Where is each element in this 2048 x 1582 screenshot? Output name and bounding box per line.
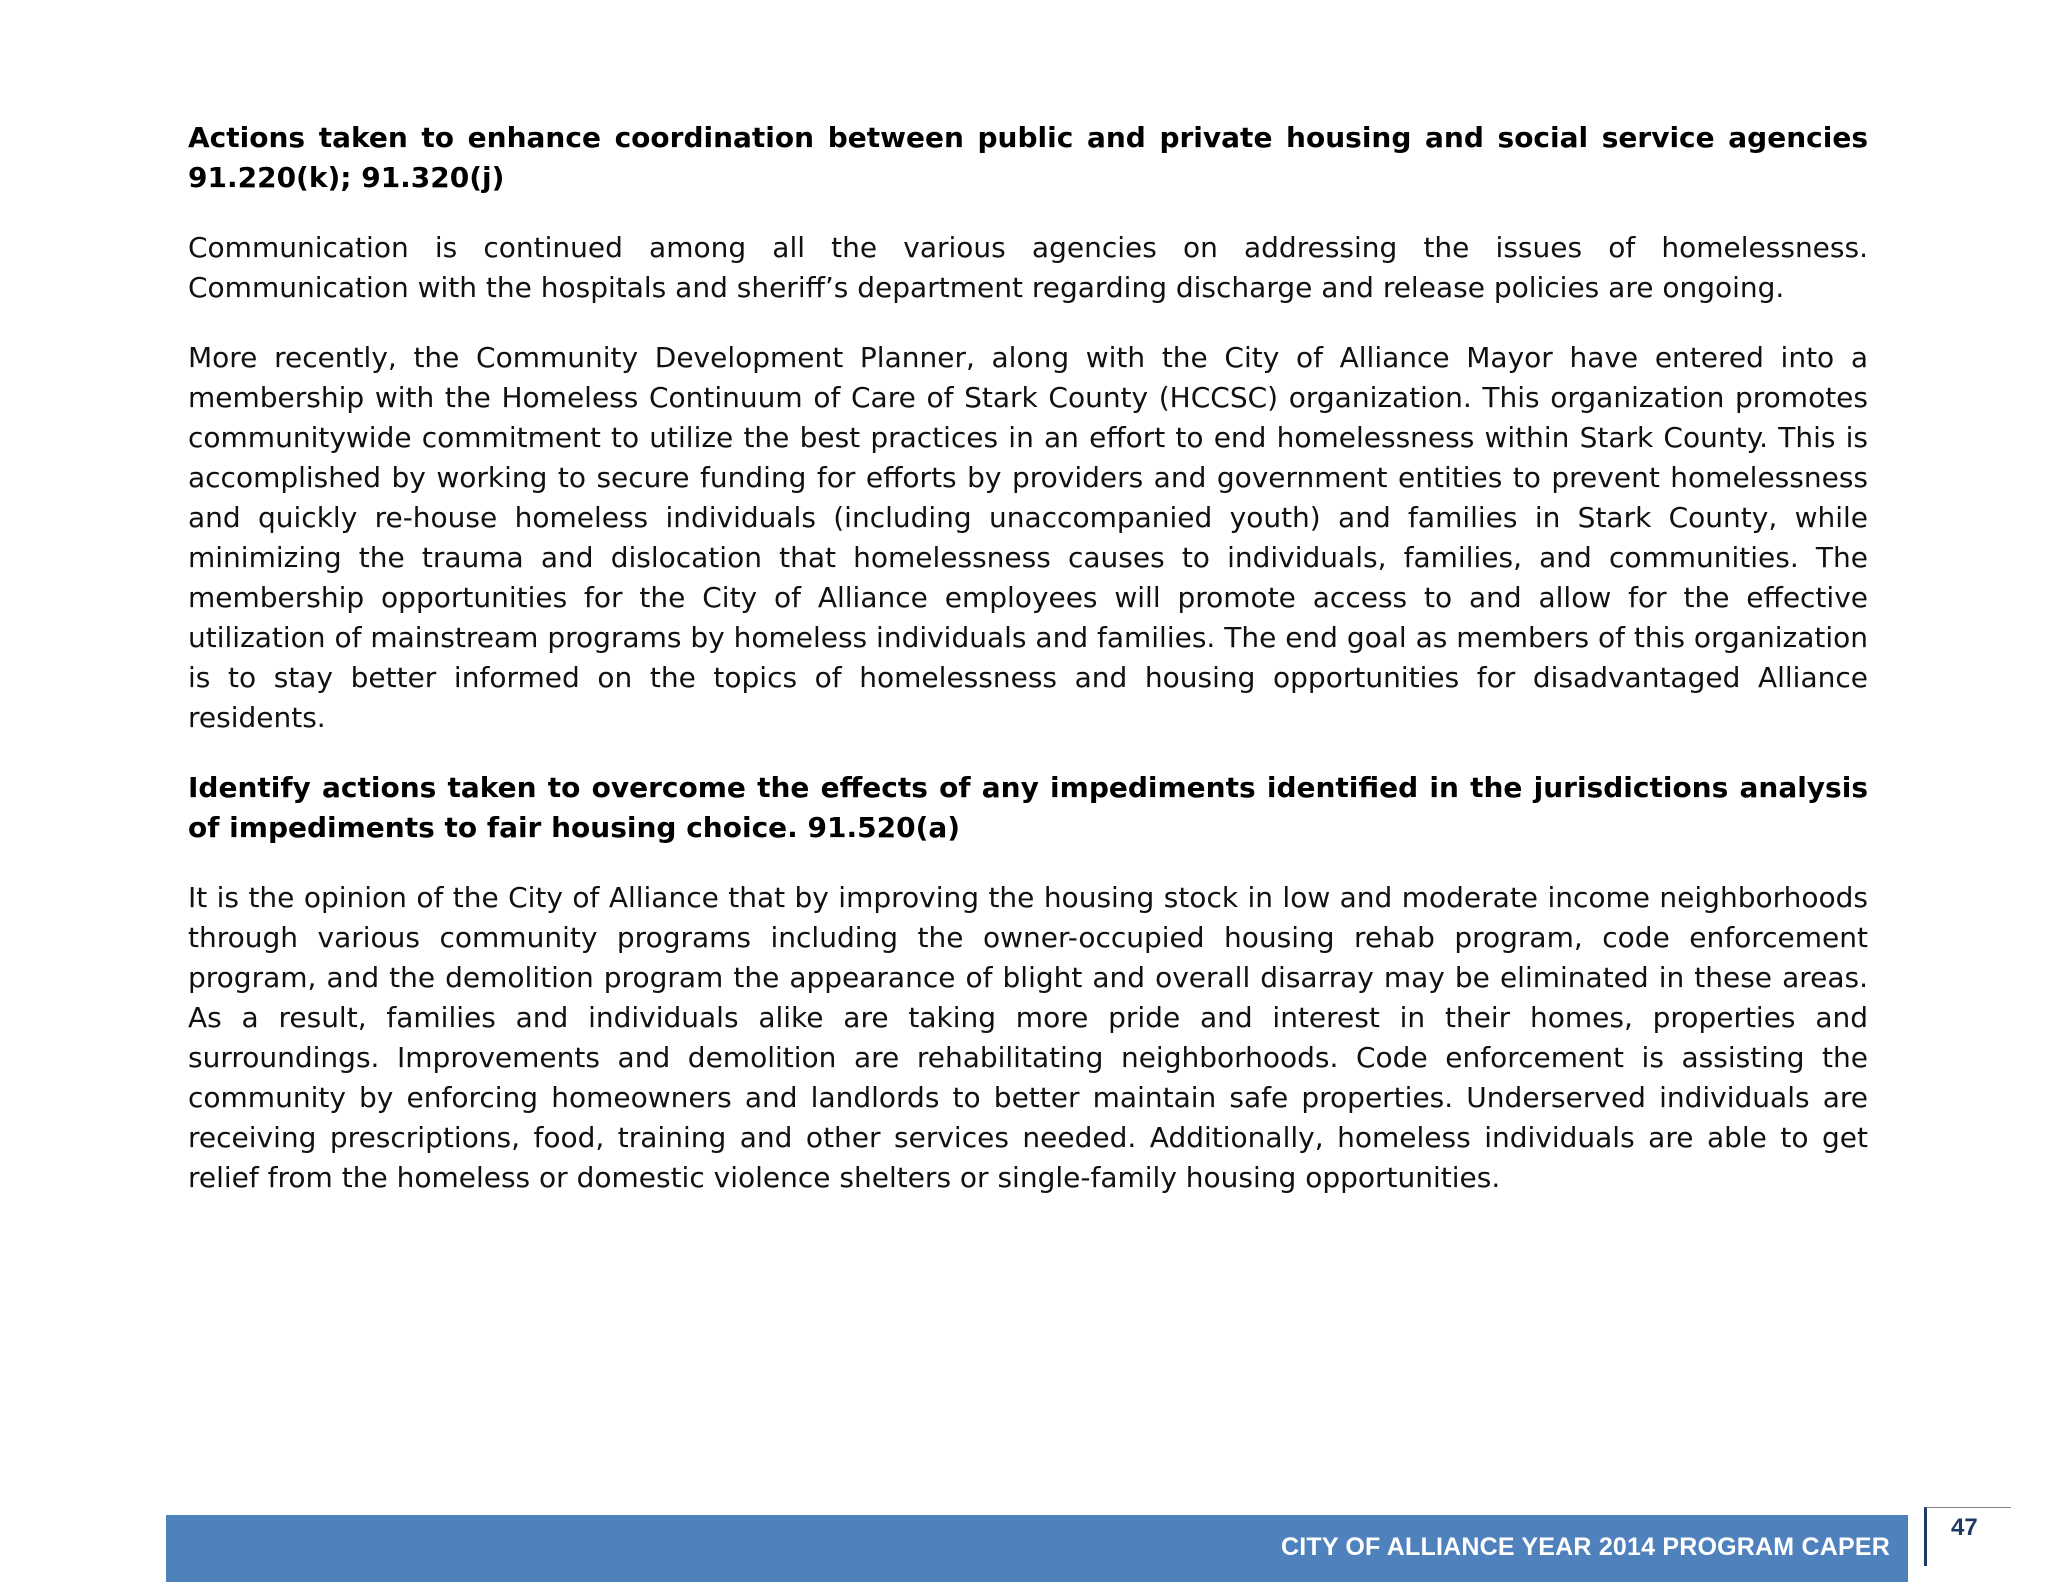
document-body	[188, 118, 1868, 1228]
page-number: 47	[1951, 1514, 1978, 1541]
paragraph-hccsc-membership: More recently, the Community Development Planner, along with the City of Alliance Mayor have entered into a membership with the Homeless Continuum of Care of Stark County (HCCSC) organization. This organization promotes communitywide commitment to utilize the best practices in an effort to end homelessness within Stark County. This is accomplished by working to secure funding for efforts by providers and government entities to prevent homelessness and quickly re-house homeless individuals (including unaccompanied youth) and families in Stark County, while minimizing the trauma and dislocation that homelessness causes to individuals, families, and communities. The membership opportunities for the City of Alliance employees will promote access to and allow for the effective utilization of mainstream programs by homeless individuals and families. The end goal as members of this organization is to stay better informed on the topics of homelessness and housing opportunities for disadvantaged Alliance residents.	[188, 341, 1868, 734]
paragraph-fair-housing-actions: It is the opinion of the City of Alliance that by improving the housing stock in low and moderate income neighborhoods through various community programs including the owner-occupied housing rehab program, code enforcement program, and the demolition program the appearance of blight and overall disarray may be eliminated in these areas. As a result, families and individuals alike are taking more pride and interest in their homes, properties and surroundings. Improvements and demolition are rehabilitating neighborhoods. Code enforcement is assisting the community by enforcing homeowners and landlords to better maintain safe properties. Underserved individuals are receiving prescriptions, food, training and other services needed. Additionally, homeless individuals are able to get relief from the homeless or domestic violence shelters or single-family housing opportunities.	[188, 881, 1868, 1194]
footer-title: CITY OF ALLIANCE YEAR 2014 PROGRAM CAPER	[1280, 1533, 1890, 1561]
section-heading-impediments: Identify actions taken to overcome the effects of any impediments identified in the jurisdictions analysis of impediments to fair housing choice. 91.520(a)	[188, 771, 1868, 844]
footer-bar	[166, 1515, 1908, 1582]
page-number-box	[1924, 1507, 2011, 1566]
section-heading-coordination: Actions taken to enhance coordination between public and private housing and social service agencies 91.220(k); 91.320(j)	[188, 121, 1868, 194]
paragraph-communication: Communication is continued among all the various agencies on addressing the issues of homelessness. Communication with the hospitals and sheriff’s department regarding discharge and release policies are ongoing.	[188, 231, 1868, 304]
